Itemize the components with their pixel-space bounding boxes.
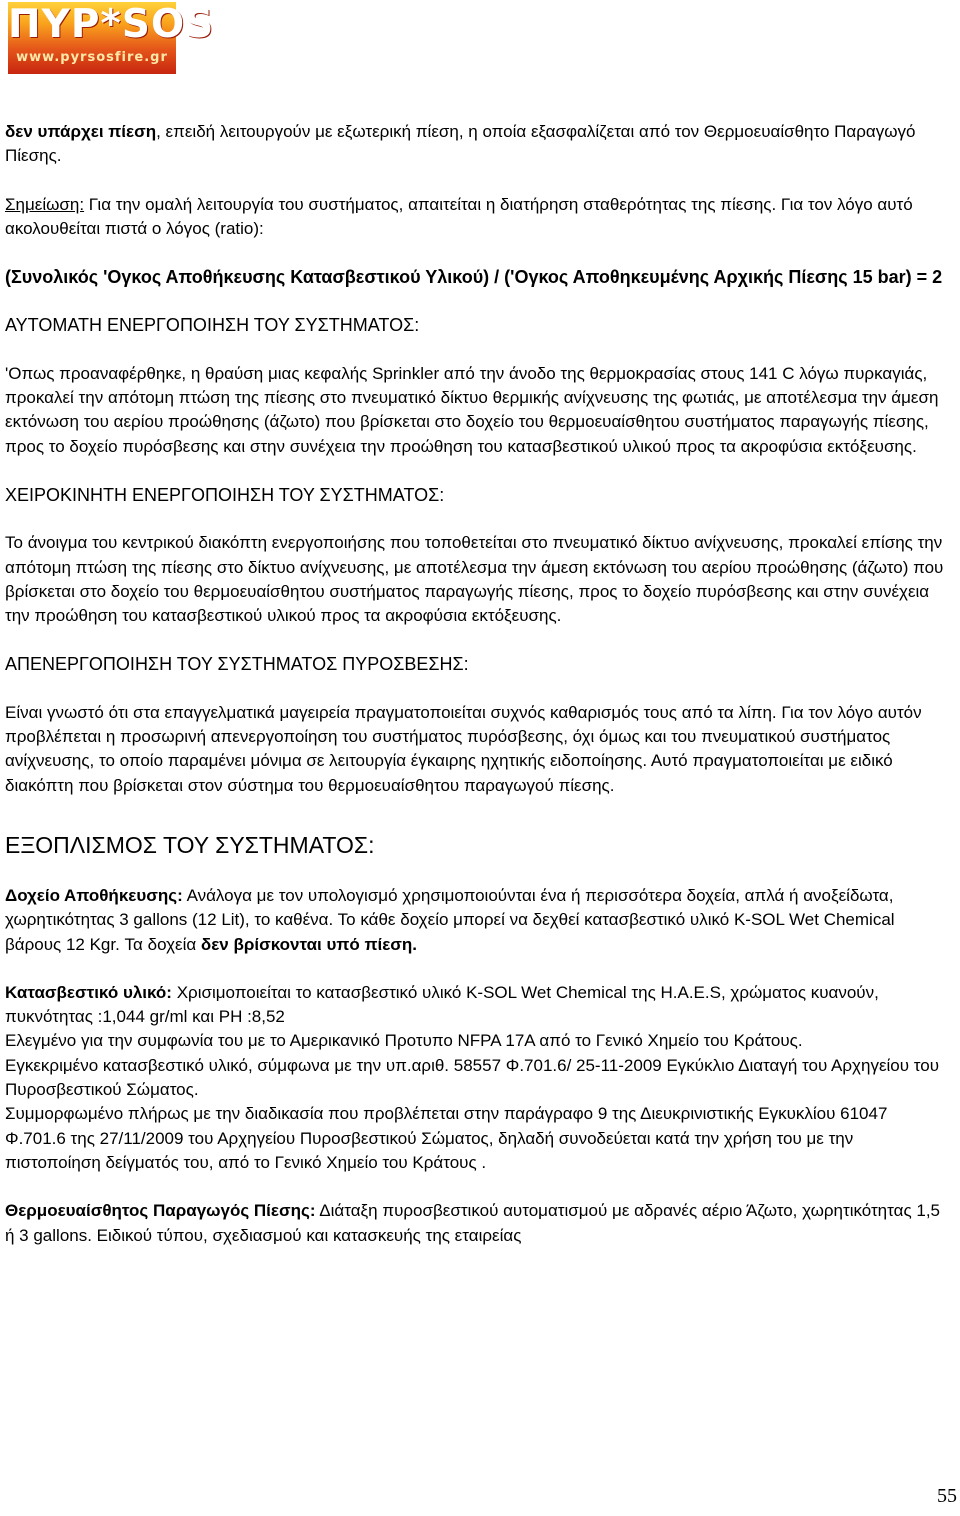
note-paragraph: Σημείωση: Για την ομαλή λειτουργία του συστήματος, απαιτείται η διατήρηση σταθερότητας της πίεσης. Για τον λόγο αυτό ακολουθείται πιστά ο λόγος (ratio): <box>5 194 913 238</box>
company-logo <box>8 2 215 74</box>
generator-paragraph: Θερμοευαίσθητος Παραγωγός Πίεσης: Διάταξη πυροσβεστικού αυτοματισμού με αδρανές αέριο Άζωτο, χωρητικότητας 1,5 ή 3 gallons. Ειδικού τύπου, σχεδιασμού και κατασκευής της εταιρείας <box>5 1201 940 1245</box>
ratio-formula: (Συνολικός 'Ογκος Αποθήκευσης Κατασβεστικού Υλικού) / ('Ογκος Αποθηκευμένης Αρχικής Πίεσης 15 bar) = 2 <box>5 267 943 288</box>
note-label: Σημείωση: <box>5 194 85 214</box>
manual-activation-text: Το άνοιγμα του κεντρικού διακόπτη ενεργοποιήσης που τοποθετείται στο πνευματικό δίκτυο ανίχνευσης, προκαλεί επίσης την απότομη πτώση της πίεσης στο δίκτυο ανίχνευσης, με αποτέλεσμα την άμεση εκτόνωση του αερίου προώθησης (άζωτο) που βρίσκεται στο δοχείο του θερμοευαίσθητου συστήματος παραγωγής πίεσης, προς το δοχείο πυρόσβεσης και στην συνέχεια την προώθηση του κατασβεστικού υλικού προς τα ακροφύσια εκτόξευσης. <box>5 533 944 626</box>
automatic-activation-text: 'Οπως προαναφέρθηκε, η θραύση μιας κεφαλής Sprinkler από την άνοδο της θερμοκρασίας στους 141 C λόγω πυρκαγιάς, προκαλεί την απότομη πτώση της πίεσης στο πνευματικό δίκτυο θερμικής ανίχνευσης της φωτιάς, με αποτέλεσμα την άμεση εκτόνωση του αερίου προώθησης (άζωτο) που βρίσκεται στο δοχείο του θερμοευαίσθητου συστήματος παραγωγής πίεσης, προς το δοχείο πυρόσβεσης και στην συνέχεια την προώθηση του κατασβεστικού υλικού προς τα ακροφύσια εκτόξευσης. <box>5 363 939 456</box>
deactivation-text: Είναι γνωστό ότι στα επαγγελματικά μαγειρεία πραγματοποιείται συχνός καθαρισμός τους από τα λίπη. Για τον λόγο αυτόν προβλέπεται η προσωρινή απενεργοποίηση του συστήματος πυρόσβεσης, όχι όμως και του πνευματικού συστήματος ανίχνευσης, το οποίο παραμένει μόνιμα σε λειτουργία έγκαιρης ηχητικής ειδοποίησης. Αυτό πραγματοποιείται με ειδικό διακόπτη που βρίσκεται στον σύστημα του θερμοευαίσθητου παραγωγού πίεσης. <box>5 702 922 795</box>
agent-approved-line: Εγκεκριμένο κατασβεστικό υλικό, σύμφωνα με την υπ.αριθ. 58557 Φ.701.6/ 25-11-2009 Εγκύκλιο Διαταγή του Αρχηγείου του Πυροσβεστικού Σώματος. <box>5 1055 939 1100</box>
agent-tested-line: Ελεγμένο για την συμφωνία του με το Αμερικανικό Προτυπο NFPA 17A από το Γενικό Χημείο του Κράτους. <box>5 1031 803 1051</box>
logo-wordmark: ΠΥΡ*SOS <box>8 2 215 47</box>
page-number: 55 <box>937 1485 957 1507</box>
tank-paragraph: Δοχείο Αποθήκευσης: Ανάλογα με τον υπολογισμό χρησιμοποιούνται ένα ή περισσότερα δοχεία, απλά ή ανοξείδωτα, χωρητικότητας 3 gallons (12 Lit), το καθένα. Το κάθε δοχείο μπορεί να δεχθεί κατασβεστικό υλικό K-SOL Wet Chemical βάρους 12 Kgr. Τα δοχεία δεν βρίσκονται υπό πίεση. <box>5 885 895 954</box>
agent-paragraph: Κατασβεστικό υλικό: Χρισιμοποιείται το κατασβεστικό υλικό K-SOL Wet Chemical της H.A.E.S, χρώματος κυανούν, πυκνότητας :1,044 gr/ml και PH :8,52 <box>5 982 879 1027</box>
heading-equipment: ΕΞΟΠΛΙΣΜΟΣ ΤΟΥ ΣΥΣΤΗΜΑΤΟΣ: <box>5 831 375 858</box>
logo-url: www.pyrsosfire.gr <box>16 50 168 65</box>
bold-phrase: δεν υπάρχει πίεση <box>5 122 157 141</box>
agent-label: Κατασβεστικό υλικό: <box>5 982 172 1002</box>
tank-bold-end: δεν βρίσκονται υπό πίεση. <box>200 934 418 954</box>
agent-compliance-line: Συμμορφωμένο πλήρως με την διαδικασία που προβλέπεται στην παράγραφο 9 της Διευκρινιστικής Εγκυκλίου 61047 Φ.701.6 της 27/11/2009 του Αρχηγείου Πυροσβεστικού Σώματος, δηλαδή συνοδεύεται κατά την χρήση του με την πιστοποίηση δείγματός του, από το Γενικό Χημείο του Κράτους . <box>5 1104 888 1172</box>
heading-automatic-activation: ΑΥΤΟΜΑΤΗ ΕΝΕΡΓΟΠΟΙΗΣΗ ΤΟΥ ΣΥΣΤΗΜΑΤΟΣ: <box>5 315 420 336</box>
heading-manual-activation: ΧΕΙΡΟΚΙΝΗΤΗ ΕΝΕΡΓΟΠΟΙΗΣΗ ΤΟΥ ΣΥΣΤΗΜΑΤΟΣ: <box>5 484 445 505</box>
document-body <box>5 120 945 1248</box>
paragraph-no-pressure: δεν υπάρχει πίεση, επειδή λειτουργούν με εξωτερική πίεση, η οποία εξασφαλίζεται από τον Θερμοευαίσθητο Παραγωγό Πίεσης. <box>5 122 916 166</box>
heading-deactivation: ΑΠΕΝΕΡΓΟΠΟΙΗΣΗ ΤΟΥ ΣΥΣΤΗΜΑΤΟΣ ΠΥΡΟΣΒΕΣΗΣ: <box>5 654 469 675</box>
tank-label: Δοχείο Αποθήκευσης: <box>5 885 183 905</box>
generator-label: Θερμοευαίσθητος Παραγωγός Πίεσης: <box>5 1201 316 1221</box>
